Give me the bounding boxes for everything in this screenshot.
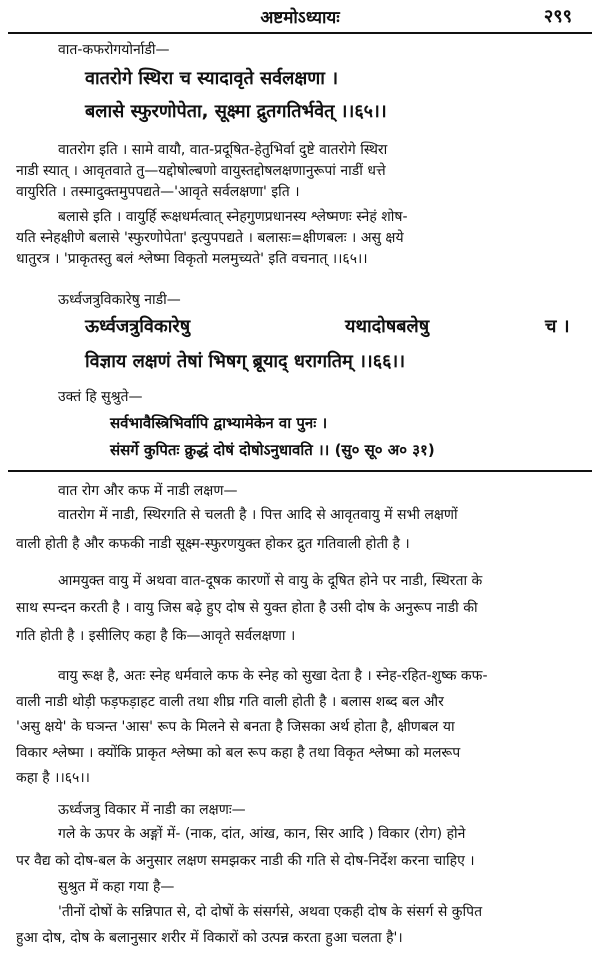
translation-line: हुआ दोष, दोष के बलानुसार शरीर में विकारों को उत्पन्न करता हुआ चलता है'। bbox=[16, 930, 403, 946]
translation-line: सुश्रुत में कहा गया है— bbox=[58, 879, 175, 895]
section-heading: ऊर्ध्वजत्रुविकारेषु नाडी— bbox=[58, 292, 181, 308]
page-header bbox=[0, 0, 600, 32]
verse-line: बलासे स्फुरणोपेता, सूक्ष्मा द्रुतगतिर्भवेत् ।।६५।। bbox=[85, 101, 387, 122]
commentary-line: धातुरत्र । 'प्राकृतस्तु बलं श्लेष्मा विकृतो मलमुच्यते' इति वचनात् ।।६५।। bbox=[16, 251, 368, 267]
commentary-line: बलासे इति । वायुर्हि रूक्षधर्मत्वात् स्नेहगुणप्रधानस्य श्लेष्मणः स्नेहं शोष- bbox=[58, 209, 408, 225]
translation-line: 'असु क्षये' के घञन्त 'आस' रूप के मिलने से बनता है जिसका अर्थ होता है, क्षीणबल या bbox=[16, 719, 455, 735]
header-rule bbox=[8, 32, 592, 34]
quote-verse-line: संसर्गे कुपितः क्रुद्धं दोषं दोषोऽनुधावति ।। (सु० सू० अ० ३१) bbox=[110, 441, 435, 459]
translation-line: पर वैद्य को दोष-बल के अनुसार लक्षण समझकर नाडी की गति से दोष-निर्देश करना चाहिए । bbox=[16, 853, 475, 869]
verse-line bbox=[85, 314, 570, 340]
translation-line: विकार श्लेष्मा । क्योंकि प्राकृत श्लेष्मा को बल रूप कहा है तथा विकृत श्लेष्मा को मलरूप bbox=[16, 745, 461, 761]
translation-line: 'तीनों दोषों के सन्निपात से, दो दोषों के संसर्गसे, अथवा एकही दोष के संसर्ग से कुपित bbox=[58, 904, 483, 920]
section-heading: वात-कफरोगयोर्नाडी— bbox=[58, 42, 170, 58]
translation-line: वाली नाडी थोड़ी फड़फड़ाहट वाली तथा शीघ्र गति वाली होती है । बलास शब्द बल और bbox=[16, 694, 444, 710]
translation-heading: ऊर्ध्वजत्रु विकार में नाडी का लक्षणः— bbox=[58, 802, 246, 818]
commentary-line: यति स्नेहक्षीणे बलासे 'स्फुरणोपेता' इत्युपपद्यते । बलासः=क्षीणबलः । असु क्षये bbox=[16, 230, 404, 246]
verse-part: ऊर्ध्वजत्रुविकारेषु bbox=[85, 316, 191, 337]
commentary-line: वायुरिति । तस्मादुक्तमुपपद्यते—'आवृते सर्वलक्षणा' इति । bbox=[16, 184, 300, 200]
page-number: २९९ bbox=[543, 6, 572, 27]
commentary-line: वातरोग इति । सामे वायौ, वात-प्रदूषित-हेतुभिर्वा दुष्टे वातरोगे स्थिरा bbox=[58, 142, 388, 158]
translation-line: वाली होती है और कफकी नाडी सूक्ष्म-स्फुरणयुक्त होकर द्रुत गतिवाली होती है । bbox=[16, 536, 410, 552]
translation-line: आमयुक्त वायु में अथवा वात-दूषक कारणों से वायु के दूषित होने पर नाडी, स्थिरता के bbox=[58, 573, 483, 589]
quote-intro: उक्तं हि सुश्रुते— bbox=[58, 389, 143, 405]
commentary-line: नाडी स्यात् । आवृतवाते तु—यद्दोषोल्बणो वायुस्तद्दोषलक्षणानुरूपां नाडीं धत्ते bbox=[16, 163, 386, 179]
translation-line: साथ स्पन्दन करती है । वायु जिस बढ़े हुए दोष से युक्त होता है उसी दोष के अनुरूप नाडी की bbox=[16, 600, 478, 616]
translation-heading: वात रोग और कफ में नाडी लक्षण— bbox=[58, 483, 238, 499]
translation-line: गति होती है । इसीलिए कहा है कि—आवृते सर्वलक्षणा । bbox=[16, 628, 296, 644]
verse-line: विज्ञाय लक्षणं तेषां भिषग् ब्रूयाद् धरागतिम् ।।६६।। bbox=[85, 351, 406, 372]
translation-line: गले के ऊपर के अङ्गों में- (नाक, दांत, आंख, कान, सिर आदि ) विकार (रोग) होने bbox=[58, 826, 466, 842]
translation-line: कहा है ।।६५।। bbox=[16, 770, 90, 786]
quote-verse-line: सर्वभावैस्त्रिभिर्वापि द्वाभ्यामेकेन वा पुनः । bbox=[110, 414, 328, 432]
verse-line: वातरोगे स्थिरा च स्यादावृते सर्वलक्षणा । bbox=[85, 68, 339, 89]
translation-line: वातरोग में नाडी, स्थिरगति से चलती है । पित्त आदि से आवृतवायु में सभी लक्षणों bbox=[58, 507, 458, 523]
section-divider bbox=[8, 470, 592, 472]
translation-line: वायु रूक्ष है, अतः स्नेह धर्मवाले कफ के स्नेह को सुखा देता है । स्नेह-रहित-शुष्क कफ- bbox=[58, 668, 488, 684]
verse-part: यथादोषबलेषु bbox=[345, 316, 430, 337]
verse-part: च । bbox=[545, 316, 570, 337]
chapter-title: अष्टमोऽध्यायः bbox=[260, 8, 340, 28]
